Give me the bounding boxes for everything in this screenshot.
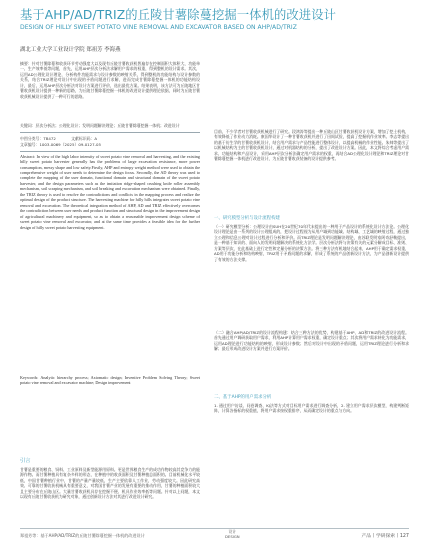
body-paragraph: 1. 通过用户访谈、问卷调查、KJ法等方式对目标用户需求进行调查分析，2. 建立用户需求层次模型，构建判断矩阵，计算各指标的权重值，将用户需求按权重排序，从而确定设计的重点与方向。 [214, 403, 409, 414]
footer-page-number: 产品丨学研探索丨127 [361, 534, 409, 539]
section-heading: 一、研究模型分析与设计流程构建 [214, 216, 280, 221]
clc-number: 中图分类号：TB472 [20, 136, 56, 142]
page-footer [20, 528, 409, 543]
footer-citation: 郑祖芳等：基于AHP/AD/TRIZ的丘陵甘薯除蔓挖掘一体机的改进设计 [20, 533, 145, 538]
footer-journal-mark [225, 530, 240, 539]
intro-section [20, 452, 200, 524]
intro-heading: 引言 [20, 458, 31, 464]
abstract-en: Abstract: In view of the high labor intensity of sweet potato vine removal and harvesting, and the existing hilly sweet potato harvester generally has the problems of large excavation resistance, more power consumption, messy shape and low safety.Firstly, AHP and entropy weight method were used to obtain the comprehensive weight of user needs to determine the design focus. Secondly, the AD theory was used to complete the mapping of the user domain, functional domain and structural domain of the sweet potato harvester, and the design parameters such as the imitation ridge-shaped crushing knife roller assembly mechanism, soil scraping mechanism, and soil breaking and excavation mechanism were obtained. Finally, the TRIZ theory is used to resolve the contradictions and conflicts in the mapping process and realize the optimal design of the product structure. The harvesting machine for hilly hills integrates sweet potato vine removal and excavation. The theoretical integration method of AHP, AD and TRIZ effectively overcomes the contradiction between user needs and product function and structural design in the improvement design of agricultural machinery and equipment, so as to obtain a reasonable improvement design scheme of sweet potato vine removal and excavator, and at the same time provides a feasible idea for the further design of hilly sweet potato harvesting equipment. [20, 153, 200, 230]
footer-mark-en: DESIGN [225, 533, 240, 539]
footer-mark-cn: 设计 [228, 529, 237, 534]
right-column [214, 129, 409, 445]
section-heading: 二、基于AHP的用户需求分析 [214, 395, 272, 400]
body-paragraph: 目前，不少学者对甘薯收获机械进行了研究。段鸿涛等提出一种丘陵山区甘薯收获机设计方案，增加了挖土机构，有效降低了作业动力消耗。康国华设计了一种甘薯收获机并进行了田间试验，提高了挖掘机作业效率。李志等提出的基于仿生学的甘薯收获机设计，结合用户需求与产品性能进行整体设计，以提高机械的作业性能。朱帅等提出了以机械结构为主的甘薯收获机设计，通过对机器结构的分析，提出了改进设计方案。因此，本文将综合考虑用户需求、功能结构和产品设计，采用AHP层次分析法确定用户需求的权重，再结合AD公理化设计理论和TRIZ理论对甘薯除蔓挖掘一体机进行改进设计，为丘陵甘薯收获装备的设计提供参考。 [214, 129, 409, 162]
article-meta [20, 136, 200, 147]
doc-code: 文献标识码：A [71, 136, 98, 142]
author-affiliation: 湖北工业大学工业设计学院 郑祖芳 李海燕 [20, 47, 121, 53]
body-paragraph: （二）融合AHP/AD/TRIZ的设计流程构建：结合三种方法的优势，构建基于AHP、AD和TRIZ的改进设计流程。首先通过用户调研获取用户需求，利用AHP计算用户需求权重，确定设计重点；其次将用户需求转化为功能需求，运用AD理论进行功能结构的映射，形成设计参数；然后对设计中出现的矛盾问题，运用TRIZ理论进行分析和求解；最后形成改进设计方案并进行方案评价。 [214, 330, 409, 352]
divider [20, 151, 200, 152]
article-subtitle: DESIGN OF HILLY SWEET POTATO VINE REMOVAL AND EXCAVATOR BASED ON AHP/AD/TRIZ [20, 24, 297, 31]
divider [20, 132, 200, 133]
body-paragraph: （一）研究模型分析：公理设计由SUH在20世纪70年代末提出的一种用于产品设计的系统化设计方法论。公理化设计理论是由一系列的设计公理组成的，把设计过程视为从用户域到功能域、结构域、工艺域的映射过程，通过独立公理和信息公理对设计过程进行分析和评价。而TRIZ理论是发明问题解决理论，由苏联发明家阿奇舒勒提出，是一种基于知识的、面向人的发明问题解决的系统化方法学。层次分析法将与决策有关的元素分解成目标、准则、方案等层次，在此基础上进行定性和定量分析的决策方法。将三种方法有机地结合起来，AHP用于确定需求权重，AD用于功能分析和结构映射，TRIZ用于矛盾问题的求解，形成了系统的产品创新设计方法，为产品创新设计提供了有效的方法支撑。 [214, 224, 409, 262]
left-column [20, 46, 200, 394]
intro-text: 甘薯是重要的粮食、饲料、工业原料及新型能源用原料。更是世界粮食生产的成功作物较高其竞争力的能源作物。而甘薯种植具有复杂多样的形态，在种植中的收获面积及甘薯种植总面积的。目前机械化水平较低，中国甘薯种植行业中，甘薯的产量产量较低，生产主要依靠人工作业，劳动强度较大。因此研究高效、可靠的甘薯收获机械具有重要意义，对我国甘薯产业的发展有重要的推动作用，甘薯的种植面积较大且主要分布在丘陵山区。大量甘薯收获机具存在挖掘不便、机具作业效率低等问题。针对以上问题，本文以现有丘陵甘薯收获机为研究对象，通过创新设计方法对其进行改进设计研究。 [20, 467, 200, 500]
keywords-en: Keywords: Analytic hierarchy process; Axiomatic design; Inventive Problem Solving Theory; Sweet potato vine removal and excavator machine; Design improvement [20, 374, 200, 386]
article-number: 文章编号：1003-0069（2025）09-0127-05 [20, 142, 101, 148]
keywords-cn: 关键词：层次分析法；公理化设计；发明问题解决理论；丘陵甘薯除蔓挖掘一体机；改进设计 [20, 123, 180, 128]
article-title: 基于AHP/AD/TRIZ的丘陵甘薯除蔓挖掘一体机的改进设计 [20, 8, 336, 22]
abstract-cn: 摘要：针对甘薯除蔓和收获环节劳动强度大以及现有丘陵甘薯收获机普遍存在控制面积大体积大、功能单一、生产效率低等问题，首先，运用AHP层次分析法求解用户需求的权重，得到整机的设计需求。其次，运用AD公理化设计理论，分析构件功能需求与设计参数的映射关系，得到整机的功能结构与设计参数的关系，结合TRIZ理论对设计中出现的矛盾问题进行求解，进而完成甘薯除蔓挖掘一体机的功能结构设计，最后，运用AHP层次分析法对设计方案进行评价，选出最优方案。结果表明，该方法可为丘陵地区甘薯收获机设计提供一种新的思路，为丘陵甘薯除蔓挖掘一体机的改进设计提供理论依据，同时为丘陵甘薯收获机械设计提供了一种可行的思路。 [20, 61, 200, 99]
